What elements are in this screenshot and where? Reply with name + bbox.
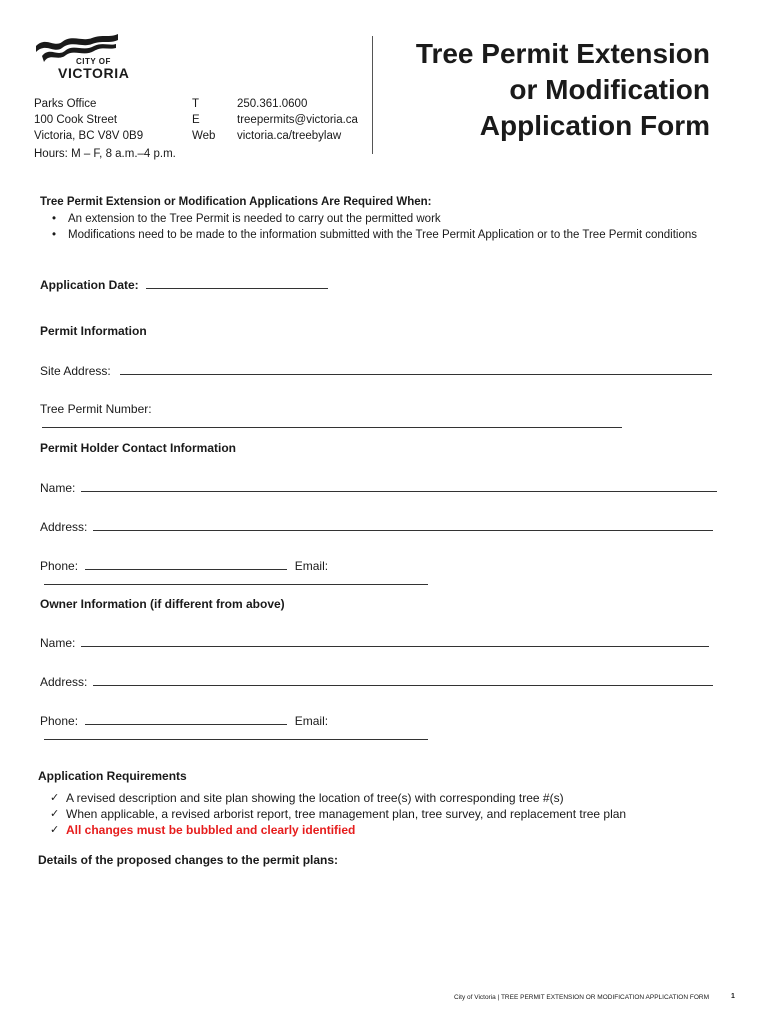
tree-permit-number-label: Tree Permit Number:	[40, 402, 152, 416]
owner-email-label: Email:	[294, 714, 329, 728]
office-address	[34, 96, 143, 144]
holder-email-field[interactable]	[44, 573, 428, 585]
web-link[interactable]: victoria.ca/treebylaw	[237, 130, 342, 142]
holder-address-row	[40, 519, 718, 534]
holder-heading: Permit Holder Contact Information	[40, 441, 237, 455]
owner-name-row	[40, 635, 718, 650]
requirement-text: When applicable, a revised arborist report, tree management plan, tree survey, and replacement tree plan	[66, 807, 627, 821]
phone-value: 250.361.0600	[237, 98, 308, 110]
site-address-row	[40, 363, 718, 378]
tree-permit-number-row	[40, 402, 718, 431]
holder-address-label: Address:	[40, 520, 88, 534]
permit-info-heading: Permit Information	[40, 324, 147, 338]
owner-phone-email-row	[40, 713, 718, 743]
application-date-row	[40, 277, 718, 292]
site-address-label: Site Address:	[40, 364, 111, 378]
holder-email-label: Email:	[294, 559, 329, 573]
page-number: 1	[731, 993, 735, 1000]
logo-city-text: CITY OF	[76, 57, 111, 66]
requirement-text-highlight: All changes must be bubbled and clearly identified	[66, 823, 356, 837]
office-city: Victoria, BC V8V 0B9	[34, 130, 144, 142]
list-item	[48, 822, 728, 838]
owner-name-field[interactable]	[81, 635, 709, 647]
email-link[interactable]: treepermits@victoria.ca	[237, 114, 358, 126]
contact-values	[237, 96, 358, 144]
checkmark-icon: ✓	[50, 807, 60, 820]
requirements-list	[48, 211, 708, 243]
owner-address-field[interactable]	[93, 674, 713, 686]
owner-name-label: Name:	[40, 636, 76, 650]
site-address-field[interactable]	[120, 363, 712, 375]
list-item	[48, 806, 728, 822]
owner-address-row	[40, 674, 718, 689]
contact-labels	[192, 96, 215, 144]
checkmark-icon: ✓	[50, 823, 60, 836]
list-item: • Modifications need to be made to the information submitted with the Tree Permit Application or to the Tree Permit conditions	[48, 227, 708, 243]
holder-name-row	[40, 480, 718, 495]
list-item: • An extension to the Tree Permit is needed to carry out the permitted work	[48, 211, 708, 227]
office-hours: Hours: M – F, 8 a.m.–4 p.m.	[34, 148, 176, 160]
holder-name-field[interactable]	[81, 480, 717, 492]
owner-phone-label: Phone:	[40, 714, 79, 728]
application-date-field[interactable]	[146, 277, 328, 289]
office-street: 100 Cook Street	[34, 114, 118, 126]
owner-address-label: Address:	[40, 675, 88, 689]
details-text-area[interactable]	[38, 872, 728, 982]
logo-victoria-text: VICTORIA	[58, 65, 130, 81]
title-line-1: Tree Permit Extension	[415, 38, 710, 69]
requirement-text: A revised description and site plan showing the location of tree(s) with corresponding tree #(s)	[66, 791, 564, 805]
title-line-2: or Modification	[509, 74, 710, 105]
app-requirements-list	[48, 790, 728, 838]
requirements-heading: Tree Permit Extension or Modification Applications Are Required When:	[40, 196, 432, 208]
holder-phone-field[interactable]	[85, 558, 287, 570]
tree-permit-number-field[interactable]	[42, 416, 622, 428]
owner-email-field[interactable]	[44, 728, 428, 740]
application-date-label: Application Date:	[40, 278, 139, 292]
header-divider	[372, 36, 373, 154]
holder-phone-label: Phone:	[40, 559, 79, 573]
title-line-3: Application Form	[479, 110, 710, 141]
holder-phone-email-row	[40, 558, 718, 588]
email-label: E	[192, 114, 200, 126]
office-name: Parks Office	[34, 98, 97, 110]
app-requirements-heading: Application Requirements	[38, 769, 187, 783]
web-label: Web	[192, 130, 216, 142]
list-item	[48, 790, 728, 806]
phone-label: T	[192, 98, 200, 110]
page-title	[390, 36, 710, 144]
owner-heading: Owner Information (if different from above)	[40, 597, 285, 611]
details-label: Details of the proposed changes to the permit plans:	[38, 853, 339, 867]
city-of-victoria-logo	[32, 32, 142, 86]
owner-phone-field[interactable]	[85, 713, 287, 725]
checkmark-icon: ✓	[50, 791, 60, 804]
footer-text: City of Victoria | TREE PERMIT EXTENSION OR MODIFICATION APPLICATION FORM	[454, 994, 709, 1001]
holder-address-field[interactable]	[93, 519, 713, 531]
holder-name-label: Name:	[40, 481, 76, 495]
